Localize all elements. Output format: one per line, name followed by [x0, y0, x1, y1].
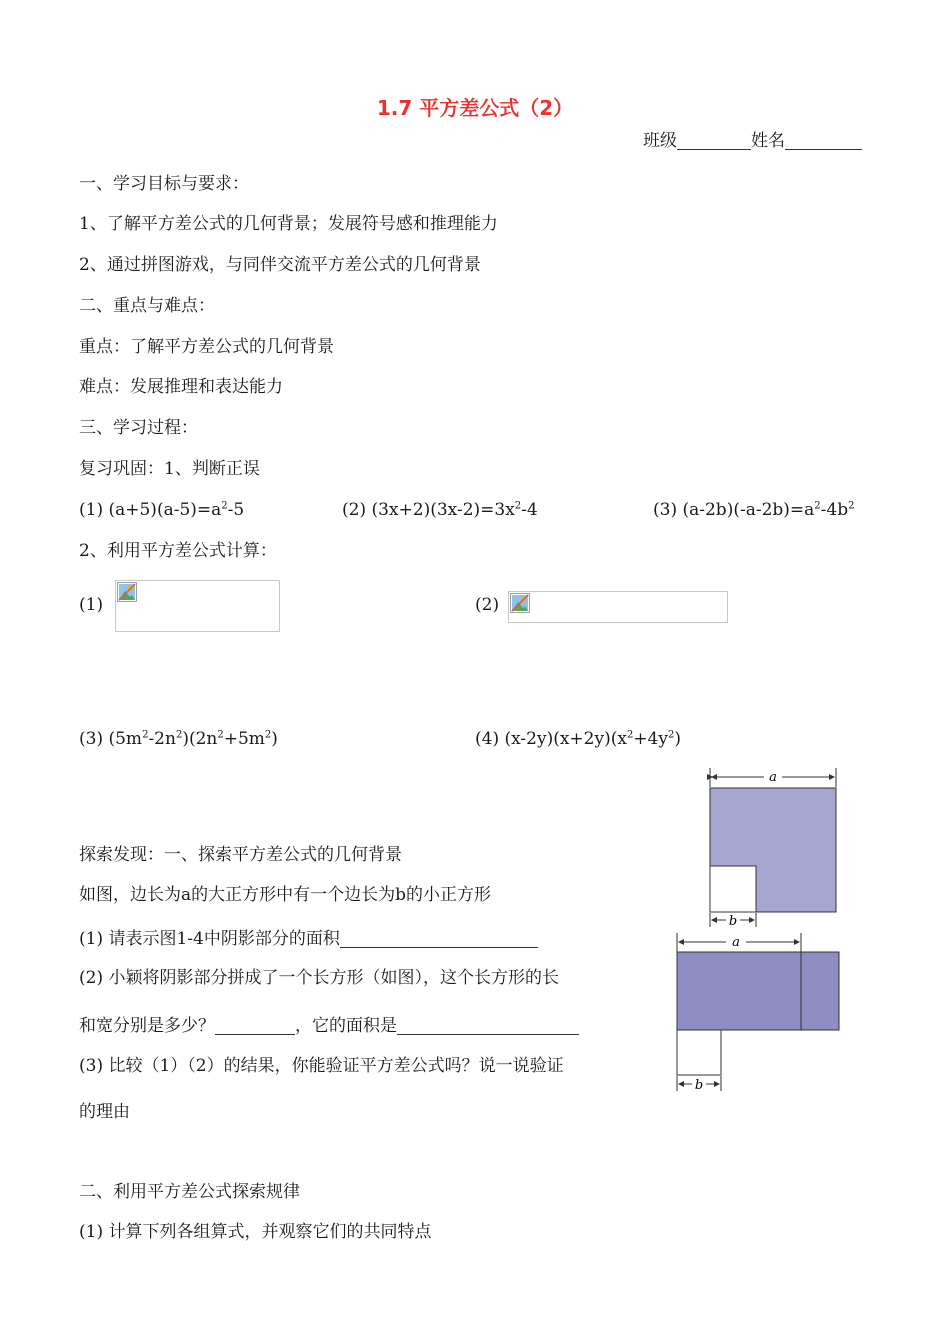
small-square-2: [677, 1030, 721, 1075]
judge-item-3: (3) $(a-2b)(-a-2b)=a^2-4b^2$: [653, 500, 855, 520]
shaded-rect-left: [677, 952, 801, 1030]
label-b-top: b: [728, 914, 738, 929]
name-blank[interactable]: [785, 133, 862, 150]
answer-blank-3[interactable]: [397, 1018, 579, 1035]
goal-1: 1、了解平方差公式的几何背景；发展符号感和推理能力: [79, 214, 498, 234]
explore-question-2-cont: 和宽分别是多少？ ，它的面积是: [79, 1018, 579, 1035]
answer-blank-1[interactable]: [340, 931, 538, 948]
part-2-heading: 二、利用平方差公式探索规律: [79, 1182, 300, 1202]
explore-question-3: (3) 比较（1）（2）的结果，你能验证平方差公式吗？说一说验证: [79, 1056, 564, 1076]
judge-item-2: (2) $(3x+2)(3x-2)=3x^2-4$: [342, 500, 538, 520]
figure-1: [710, 768, 836, 929]
judge-item-1: (1) $(a+5)(a-5)=a^2-5$: [79, 500, 245, 520]
label-a-top: a: [769, 770, 777, 785]
class-name-line: [643, 133, 862, 150]
broken-image-icon: [117, 582, 137, 602]
part-2-question-1: (1) 计算下列各组算式，并观察它们的共同特点: [79, 1222, 432, 1242]
name-label: 姓名: [751, 131, 785, 151]
explore-question-2: (2) 小颖将阴影部分拼成了一个长方形（如图），这个长方形的长: [79, 968, 559, 988]
page-title: 1.7 平方差公式（2）: [376, 96, 574, 120]
explore-heading: 探索发现：一、探索平方差公式的几何背景: [79, 845, 402, 865]
goal-2: 2、通过拼图游戏，与同伴交流平方差公式的几何背景: [79, 255, 481, 275]
class-label: 班级: [643, 131, 677, 151]
class-blank[interactable]: [677, 133, 751, 150]
figure-2: [677, 933, 839, 1093]
explore-intro: 如图，边长为a的大正方形中有一个边长为b的小正方形: [79, 885, 492, 905]
label-b-bottom: b: [694, 1078, 704, 1093]
calc-heading: 2、利用平方差公式计算：: [79, 541, 277, 561]
small-square-1: [710, 866, 756, 912]
answer-blank-2[interactable]: [215, 1018, 295, 1035]
calc-item-2-image: [508, 591, 728, 623]
explore-question-3-cont: 的理由: [79, 1102, 130, 1122]
label-a-bottom: a: [732, 935, 740, 950]
section-3-heading: 三、学习过程：: [79, 418, 198, 438]
calc-item-3: (3) $(5m^2-2n^2)(2n^2+5m^2)$: [79, 729, 278, 749]
explore-question-1: (1) 请表示图1-4中阴影部分的面积: [79, 931, 538, 948]
key-point: 重点：了解平方差公式的几何背景: [79, 337, 334, 357]
shaded-rect-right: [801, 952, 839, 1030]
difficult-point: 难点：发展推理和表达能力: [79, 377, 283, 397]
square-difference-figure: [668, 765, 848, 1097]
calc-item-1-label: (1): [79, 595, 104, 615]
review-heading: 复习巩固：1、判断正误: [79, 459, 260, 479]
calc-item-2-label: (2): [475, 595, 500, 615]
calc-item-1-image: [115, 580, 280, 632]
calc-item-4: (4) $(x-2y)(x+2y)(x^2+4y^2)$: [475, 729, 681, 749]
section-2-heading: 二、重点与难点：: [79, 296, 215, 316]
section-1-heading: 一、学习目标与要求：: [79, 174, 249, 194]
broken-image-icon: [510, 593, 530, 613]
